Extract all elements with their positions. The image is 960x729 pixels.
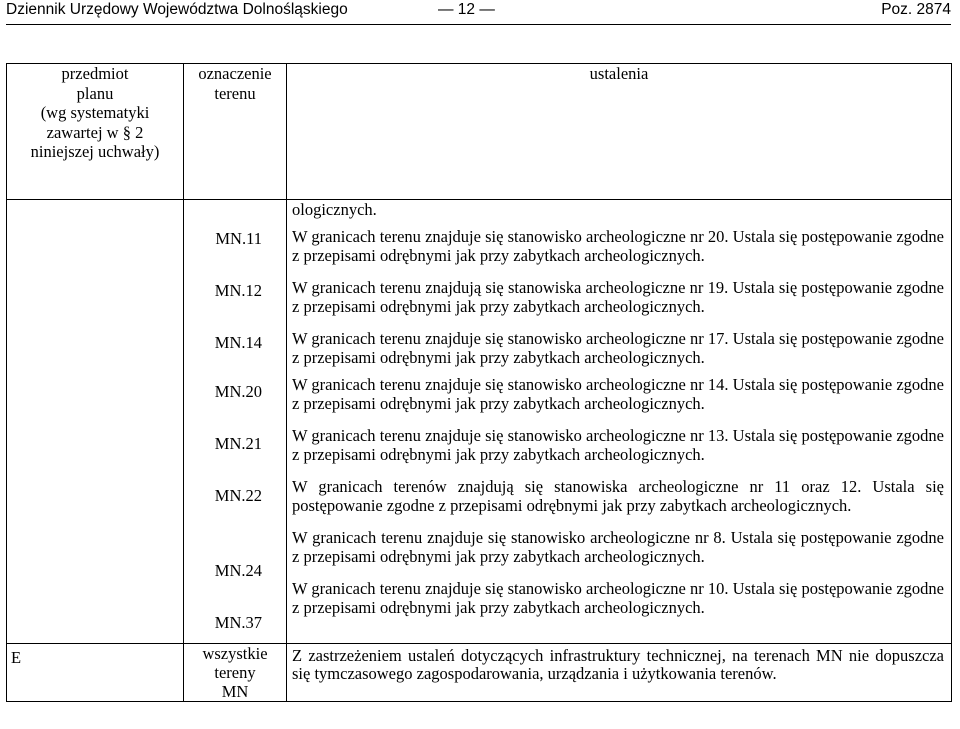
regulations-table xyxy=(6,63,952,702)
page-number: — 12 — xyxy=(438,1,495,18)
area-codes-cell xyxy=(184,200,287,644)
area-code: MN.12 xyxy=(214,281,262,300)
section-e-label: E xyxy=(7,644,184,702)
header-subject-line: (wg systematyki xyxy=(40,103,150,122)
journal-title: Dziennik Urzędowy Województwa Dolnośląskiego xyxy=(6,1,348,18)
table-header-row xyxy=(7,64,952,200)
section-e-area xyxy=(184,644,287,702)
intro-fragment: ologicznych. xyxy=(292,200,377,219)
rule-text: W granicach terenu znajduje się stanowisko archeologiczne nr 14. Ustala się postępowanie zgodne z przepisami odrębnymi jak przy zabytkach archeologicznych. xyxy=(292,375,944,413)
rules-text-cell xyxy=(287,200,952,644)
page-header xyxy=(6,0,951,25)
section-e-row xyxy=(7,644,952,702)
area-code: MN.22 xyxy=(214,486,262,505)
rule-text: W granicach terenu znajduje się stanowisko archeologiczne nr 13. Ustala się postępowanie zgodne z przepisami odrębnymi jak przy zabytkach archeologicznych. xyxy=(292,426,944,464)
header-area xyxy=(184,64,287,200)
header-subject xyxy=(7,64,184,200)
header-area-line: oznaczenie xyxy=(198,64,272,83)
section-e-area-line: tereny xyxy=(214,663,256,682)
rule-text: W granicach terenu znajdują się stanowiska archeologiczne nr 19. Ustala się postępowanie zgodne z przepisami odrębnymi jak przy zabytkach archeologicznych. xyxy=(292,278,944,316)
empty-subject-cell xyxy=(7,200,184,644)
header-area-line: terenu xyxy=(214,83,256,103)
header-rules: ustalenia xyxy=(287,64,952,200)
area-code: MN.21 xyxy=(214,434,262,453)
area-code: MN.37 xyxy=(214,613,262,632)
section-e-text: Z zastrzeżeniem ustaleń dotyczących infrastruktury technicznej, na terenach MN nie dopuszcza się tymczasowego zagospodarowania, urządzania i użytkowania terenów. xyxy=(287,644,952,702)
rule-text: W granicach terenu znajduje się stanowisko archeologiczne nr 8. Ustala się postępowanie zgodne z przepisami odrębnymi jak przy zabytkach archeologicznych. xyxy=(292,528,944,566)
position-number: Poz. 2874 xyxy=(881,1,951,18)
rule-text: W granicach terenu znajduje się stanowisko archeologiczne nr 17. Ustala się postępowanie zgodne z przepisami odrębnymi jak przy zabytkach archeologicznych. xyxy=(292,329,944,367)
rule-text: W granicach terenu znajduje się stanowisko archeologiczne nr 10. Ustala się postępowanie zgodne z przepisami odrębnymi jak przy zabytkach archeologicznych. xyxy=(292,579,944,617)
area-code: MN.24 xyxy=(214,561,262,580)
header-subject-line: niniejszej uchwały) xyxy=(30,142,160,161)
section-e-area-line: MN xyxy=(221,682,249,701)
area-code: MN.20 xyxy=(214,382,262,401)
section-e-area-line: wszystkie xyxy=(202,644,268,663)
header-subject-line: zawartej w § 2 xyxy=(46,122,144,142)
rule-text: W granicach terenów znajdują się stanowiska archeologiczne nr 11 oraz 12. Ustala się postępowanie zgodne z przepisami odrębnymi jak przy zabytkach archeologicznych. xyxy=(292,477,944,515)
area-code: MN.14 xyxy=(214,333,262,352)
area-code: MN.11 xyxy=(215,229,262,248)
header-subject-line: przedmiot xyxy=(61,64,129,83)
rule-text: W granicach terenu znajduje się stanowisko archeologiczne nr 20. Ustala się postępowanie zgodne z przepisami odrębnymi jak przy zabytkach archeologicznych. xyxy=(292,227,944,265)
table-body-row xyxy=(7,200,952,644)
header-subject-line: planu xyxy=(76,83,114,103)
